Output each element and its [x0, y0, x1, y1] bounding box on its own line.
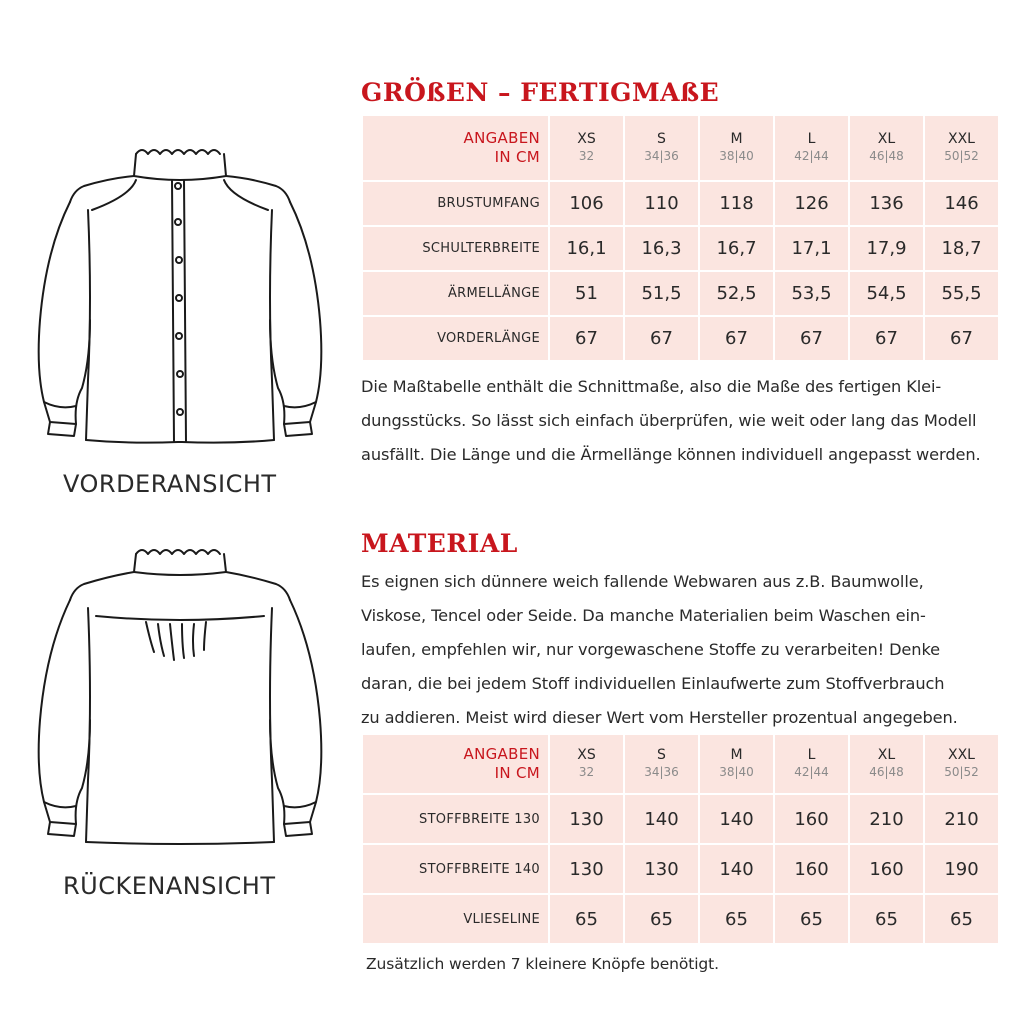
size-number: 38|40: [719, 765, 754, 779]
description-line: daran, die bei jedem Stoff individuellen Einlaufwerte zum Stoffverbrauch: [361, 674, 945, 693]
size-name: M: [730, 131, 743, 147]
size-column-header: [925, 735, 998, 793]
table-row: [363, 845, 998, 893]
table-cell: 146: [925, 182, 998, 225]
table-cell: 118: [700, 182, 773, 225]
size-number: 34|36: [644, 765, 679, 779]
size-name: XS: [577, 131, 596, 147]
row-label: SCHULTERBREITE: [363, 227, 548, 270]
size-column-header: [850, 735, 923, 793]
table-cell: 140: [700, 795, 773, 843]
size-table-header-label: [363, 116, 548, 180]
back-view-sketch: [30, 540, 330, 860]
size-column-header: [700, 735, 773, 793]
sizes-heading: GRÖßEN – FERTIGMAßE: [361, 78, 720, 107]
size-name: XS: [577, 747, 596, 763]
table-cell: 67: [775, 317, 848, 360]
size-name: XL: [877, 747, 896, 763]
sizes-description: [361, 370, 981, 472]
table-cell: 65: [775, 895, 848, 943]
size-column-header: [925, 116, 998, 180]
table-row: [363, 317, 998, 360]
table-row: [363, 272, 998, 315]
table-cell: 67: [625, 317, 698, 360]
size-number: 32: [578, 765, 595, 779]
size-column-header: [625, 735, 698, 793]
header-label-line1: ANGABEN: [463, 745, 540, 763]
table-row: [363, 182, 998, 225]
size-number: 50|52: [944, 765, 979, 779]
size-column-header: [850, 116, 923, 180]
row-label: VORDERLÄNGE: [363, 317, 548, 360]
material-heading: MATERIAL: [361, 529, 518, 558]
material-table-header-label: [363, 735, 548, 793]
table-cell: 210: [925, 795, 998, 843]
table-cell: 160: [850, 845, 923, 893]
table-cell: 140: [700, 845, 773, 893]
size-number: 42|44: [794, 765, 829, 779]
table-cell: 53,5: [775, 272, 848, 315]
table-cell: 17,9: [850, 227, 923, 270]
table-cell: 54,5: [850, 272, 923, 315]
size-column-header: [550, 116, 623, 180]
table-row: [363, 895, 998, 943]
table-cell: 67: [925, 317, 998, 360]
table-cell: 55,5: [925, 272, 998, 315]
back-view-label: RÜCKENANSICHT: [63, 872, 276, 900]
size-table-header-row: [363, 116, 998, 180]
table-cell: 16,3: [625, 227, 698, 270]
table-cell: 210: [850, 795, 923, 843]
header-label-line1: ANGABEN: [463, 129, 540, 147]
size-name: L: [807, 131, 816, 147]
material-description: [361, 565, 958, 735]
size-column-header: [775, 116, 848, 180]
table-cell: 51: [550, 272, 623, 315]
table-cell: 67: [700, 317, 773, 360]
size-number: 34|36: [644, 149, 679, 163]
size-name: S: [657, 131, 666, 147]
table-cell: 18,7: [925, 227, 998, 270]
size-column-header: [700, 116, 773, 180]
table-cell: 65: [700, 895, 773, 943]
table-row: [363, 227, 998, 270]
description-line: ausfällt. Die Länge und die Ärmellänge können individuell angepasst werden.: [361, 445, 981, 464]
description-line: dungsstücks. So lässt sich einfach überprüfen, wie weit oder lang das Modell: [361, 411, 977, 430]
header-label-line2: IN CM: [494, 764, 540, 782]
table-cell: 65: [625, 895, 698, 943]
size-name: L: [807, 747, 816, 763]
footnote: Zusätzlich werden 7 kleinere Knöpfe benötigt.: [366, 955, 719, 973]
size-name: XL: [877, 131, 896, 147]
table-cell: 130: [550, 845, 623, 893]
material-table: [361, 733, 1000, 945]
description-line: Die Maßtabelle enthält die Schnittmaße, also die Maße des fertigen Klei-: [361, 377, 942, 396]
table-cell: 16,7: [700, 227, 773, 270]
size-name: XXL: [948, 131, 975, 147]
row-label: STOFFBREITE 130: [363, 795, 548, 843]
size-name: S: [657, 747, 666, 763]
table-cell: 136: [850, 182, 923, 225]
table-cell: 16,1: [550, 227, 623, 270]
size-name: XXL: [948, 747, 975, 763]
table-cell: 110: [625, 182, 698, 225]
size-number: 46|48: [869, 149, 904, 163]
size-number: 46|48: [869, 765, 904, 779]
row-label: VLIESELINE: [363, 895, 548, 943]
size-number: 42|44: [794, 149, 829, 163]
row-label: STOFFBREITE 140: [363, 845, 548, 893]
front-view-sketch: [30, 140, 330, 460]
table-cell: 130: [550, 795, 623, 843]
table-cell: 65: [925, 895, 998, 943]
table-cell: 190: [925, 845, 998, 893]
table-cell: 160: [775, 845, 848, 893]
material-table-header-row: [363, 735, 998, 793]
front-view-label: VORDERANSICHT: [63, 470, 277, 498]
row-label: ÄRMELLÄNGE: [363, 272, 548, 315]
table-cell: 130: [625, 845, 698, 893]
row-label: BRUSTUMFANG: [363, 182, 548, 225]
description-line: Viskose, Tencel oder Seide. Da manche Materialien beim Waschen ein-: [361, 606, 926, 625]
size-number: 50|52: [944, 149, 979, 163]
table-cell: 126: [775, 182, 848, 225]
table-row: [363, 795, 998, 843]
table-cell: 51,5: [625, 272, 698, 315]
size-column-header: [625, 116, 698, 180]
description-line: zu addieren. Meist wird dieser Wert vom Hersteller prozentual angegeben.: [361, 708, 958, 727]
size-column-header: [775, 735, 848, 793]
size-table: [361, 114, 1000, 362]
size-number: 38|40: [719, 149, 754, 163]
table-cell: 65: [850, 895, 923, 943]
description-line: Es eignen sich dünnere weich fallende Webwaren aus z.B. Baumwolle,: [361, 572, 924, 591]
table-cell: 67: [850, 317, 923, 360]
table-cell: 106: [550, 182, 623, 225]
header-label-line2: IN CM: [494, 148, 540, 166]
table-cell: 17,1: [775, 227, 848, 270]
table-cell: 52,5: [700, 272, 773, 315]
description-line: laufen, empfehlen wir, nur vorgewaschene Stoffe zu verarbeiten! Denke: [361, 640, 941, 659]
size-number: 32: [578, 149, 595, 163]
table-cell: 65: [550, 895, 623, 943]
size-column-header: [550, 735, 623, 793]
table-cell: 67: [550, 317, 623, 360]
size-name: M: [730, 747, 743, 763]
table-cell: 160: [775, 795, 848, 843]
table-cell: 140: [625, 795, 698, 843]
